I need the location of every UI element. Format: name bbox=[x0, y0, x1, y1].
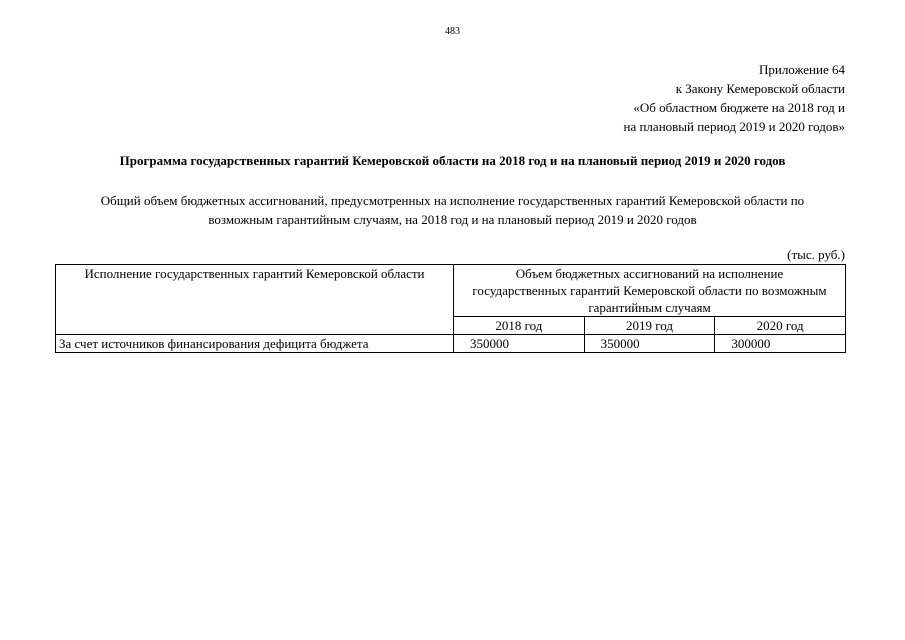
document-subtitle bbox=[60, 191, 845, 229]
value-2019: 350000 bbox=[584, 335, 715, 353]
units-label: (тыс. руб.) bbox=[787, 247, 845, 262]
table-header-row bbox=[56, 265, 846, 317]
year-header: 2019 год bbox=[584, 317, 715, 335]
table-row bbox=[56, 335, 846, 353]
appendix-line: «Об областном бюджете на 2018 год и bbox=[633, 100, 845, 115]
page-number: 483 bbox=[445, 26, 460, 37]
header-volume bbox=[454, 265, 846, 317]
header-execution: Исполнение государственных гарантий Кемеровской области bbox=[56, 265, 454, 335]
appendix-line: на плановый период 2019 и 2020 годов» bbox=[623, 119, 845, 134]
header-volume-line: государственных гарантий Кемеровской области по возможным bbox=[472, 283, 827, 298]
subtitle-line: Общий объем бюджетных ассигнований, предусмотренных на исполнение государственных гарантий Кемеровской области по bbox=[100, 193, 805, 208]
document-title: Программа государственных гарантий Кемеровской области на 2018 год и на плановый период 2019 и 2020 годов bbox=[119, 153, 786, 168]
appendix-block bbox=[624, 60, 846, 136]
appendix-line: Приложение 64 bbox=[758, 62, 845, 77]
appendix-line: к Закону Кемеровской области bbox=[675, 81, 845, 96]
value-2018: 350000 bbox=[454, 335, 585, 353]
subtitle-line: возможным гарантийным случаям, на 2018 год и на плановый период 2019 и 2020 годов bbox=[208, 212, 697, 227]
year-header: 2018 год bbox=[454, 317, 585, 335]
row-label: За счет источников финансирования дефицита бюджета bbox=[56, 335, 454, 353]
year-header: 2020 год bbox=[715, 317, 846, 335]
header-volume-line: гарантийным случаям bbox=[588, 300, 711, 315]
guarantees-table bbox=[55, 264, 846, 353]
value-2020: 300000 bbox=[715, 335, 846, 353]
header-volume-line: Объем бюджетных ассигнований на исполнение bbox=[515, 266, 784, 281]
